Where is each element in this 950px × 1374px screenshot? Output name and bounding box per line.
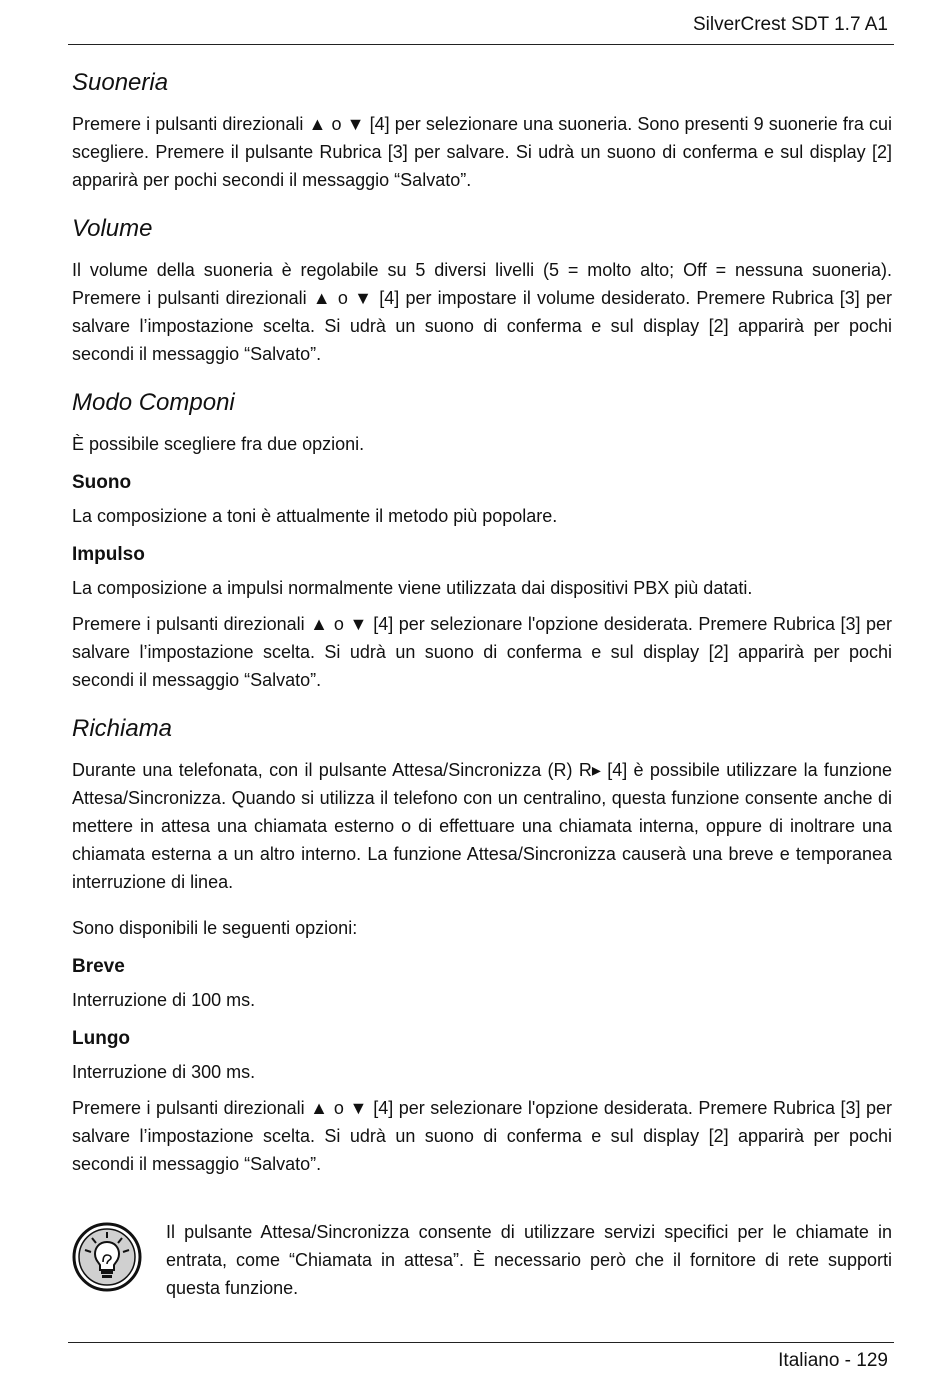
section-title-richiama: Richiama	[72, 715, 173, 742]
option-title-suono: Suono	[72, 472, 132, 493]
lightbulb-icon	[72, 1222, 142, 1292]
main-content	[72, 66, 892, 1178]
option-title-lungo: Lungo	[72, 1028, 131, 1049]
option-text-breve: Interruzione di 100 ms.	[72, 990, 256, 1010]
section-title-modo-componi: Modo Componi	[72, 389, 235, 416]
richiama-instructions: Premere i pulsanti direzionali ▲ o ▼ [4] per selezionare l'opzione desiderata. Premere Rubrica [3] per salvare l’impostazione scelta. Si udrà un suono di conferma e sul display [2] apparirà per pochi secondi il messaggio “Salvato”.	[72, 1098, 892, 1174]
option-text-lungo: Interruzione di 300 ms.	[72, 1062, 256, 1082]
suoneria-paragraph: Premere i pulsanti direzionali ▲ o ▼ [4] per selezionare una suoneria. Sono presenti 9 suonerie fra cui scegliere. Premere il pulsante Rubrica [3] per salvare. Si udrà un suono di conferma e sul display [2] apparirà per pochi secondi il messaggio “Salvato”.	[72, 114, 892, 190]
volume-paragraph: Il volume della suoneria è regolabile su 5 diversi livelli (5 = molto alto; Off = nessuna suoneria). Premere i pulsanti direzionali ▲ o ▼ [4] per impostare il volume desiderato. Premere Rubrica [3] per salvare l’impostazione scelta. Si udrà un suono di conferma e sul display [2] apparirà per pochi secondi il messaggio “Salvato”.	[72, 260, 892, 364]
page-header-title: SilverCrest SDT 1.7 A1	[692, 14, 888, 35]
richiama-paragraph: Durante una telefonata, con il pulsante Attesa/Sincronizza (R) R▸ [4] è possibile utilizzare la funzione Attesa/Sincronizza. Quando si utilizza il telefono con un centralino, questa funzione consente anche di mettere in attesa una chiamata esterno o di effettuare una chiamata interna, oppure di inoltrare una chiamata esterna a un altro interno. La funzione Attesa/Sincronizza causerà una breve e temporanea interruzione di linea.	[72, 760, 892, 892]
option-text-suono: La composizione a toni è attualmente il metodo più popolare.	[72, 506, 558, 526]
modo-componi-intro: È possibile scegliere fra due opzioni.	[72, 434, 365, 454]
richiama-intro: Sono disponibili le seguenti opzioni:	[72, 918, 358, 938]
modo-componi-instructions: Premere i pulsanti direzionali ▲ o ▼ [4] per selezionare l'opzione desiderata. Premere Rubrica [3] per salvare l’impostazione scelta. Si udrà un suono di conferma e sul display [2] apparirà per pochi secondi il messaggio “Salvato”.	[72, 614, 892, 690]
tip-text: Il pulsante Attesa/Sincronizza consente di utilizzare servizi specifici per le chiamate in entrata, come “Chiamata in attesa”. È necessario però che il fornitore di rete supporti questa funzione.	[166, 1222, 892, 1298]
header-divider	[68, 44, 894, 45]
option-title-impulso: Impulso	[72, 544, 145, 565]
page-footer: Italiano - 129	[778, 1350, 888, 1371]
option-title-breve: Breve	[72, 956, 125, 977]
option-text-impulso: La composizione a impulsi normalmente viene utilizzata dai dispositivi PBX più datati.	[72, 578, 753, 598]
section-title-volume: Volume	[72, 215, 153, 242]
section-title-suoneria: Suoneria	[72, 69, 169, 96]
footer-divider	[68, 1342, 894, 1343]
tip-box	[72, 1218, 892, 1308]
